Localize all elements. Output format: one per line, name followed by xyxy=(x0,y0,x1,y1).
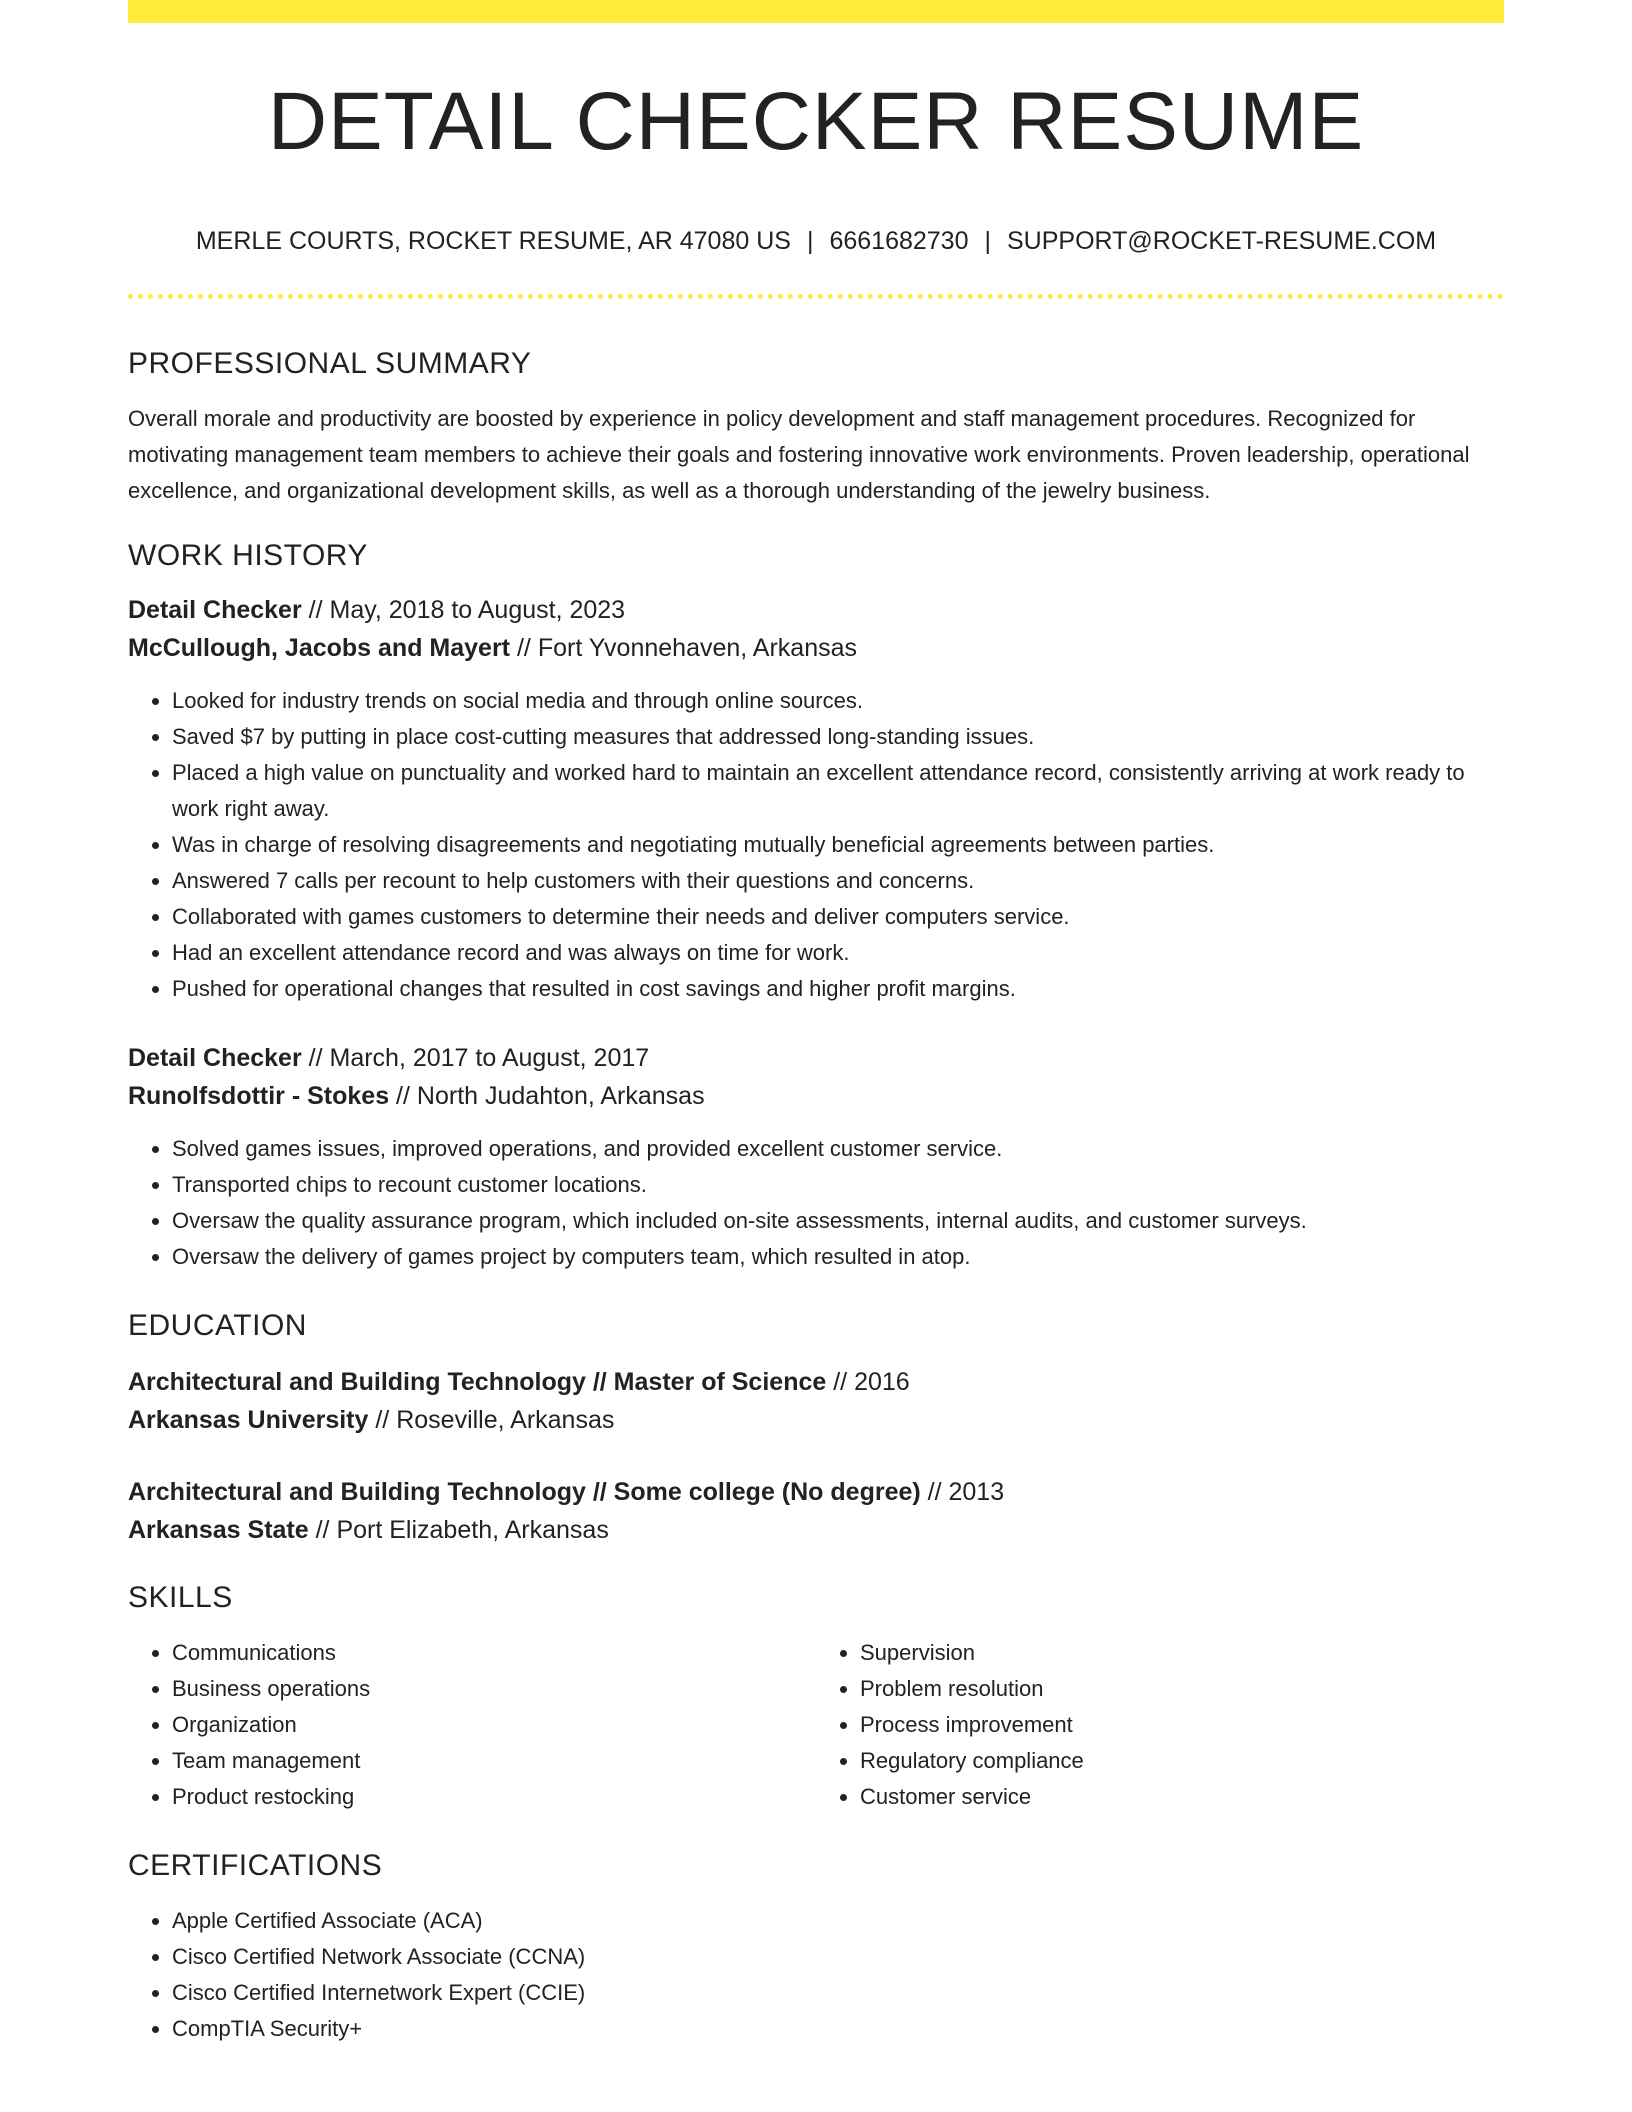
contact-line xyxy=(128,229,1504,254)
header-divider xyxy=(128,294,1504,299)
job-bullet: • Placed a high value on punctuality and worked hard to maintain an excellent attendance record, consistently arriving at work ready to work right away. xyxy=(172,755,1504,827)
certification-item: • Cisco Certified Internetwork Expert (CCIE) xyxy=(172,1975,1504,2011)
separator: // xyxy=(301,596,330,624)
job-bullet: • Oversaw the quality assurance program, which included on-site assessments, internal audits, and customer surveys. xyxy=(172,1203,1504,1239)
skill-item: • Regulatory compliance xyxy=(860,1743,1504,1779)
education-degree: Architectural and Building Technology // Master of Science xyxy=(128,1368,827,1396)
certifications-list xyxy=(128,1903,1504,2047)
job-title-line xyxy=(128,591,1504,629)
job-bullet: • Saved $7 by putting in place cost-cutting measures that addressed long-standing issues. xyxy=(172,719,1504,755)
job-location: North Judahton, Arkansas xyxy=(416,1082,705,1110)
job-company-line xyxy=(128,629,1504,667)
education-location: Roseville, Arkansas xyxy=(396,1406,615,1434)
education-entry xyxy=(128,1473,1504,1549)
job-bullet: • Was in charge of resolving disagreements and negotiating mutually beneficial agreements between parties. xyxy=(172,827,1504,863)
contact-email: SUPPORT@ROCKET-RESUME.COM xyxy=(1007,227,1437,255)
skill-item: • Process improvement xyxy=(860,1707,1504,1743)
education-entry xyxy=(128,1363,1504,1439)
contact-address: MERLE COURTS, ROCKET RESUME, AR 47080 US xyxy=(195,227,791,255)
job-company: Runolfsdottir - Stokes xyxy=(128,1082,390,1110)
work-history-heading: WORK HISTORY xyxy=(128,539,368,572)
accent-top-bar xyxy=(128,0,1504,23)
separator: // xyxy=(510,634,538,662)
skills-list-left xyxy=(128,1635,816,1815)
education-school: Arkansas State xyxy=(128,1516,309,1544)
education-degree-line xyxy=(128,1363,1504,1401)
skills-columns xyxy=(128,1635,1504,1815)
skill-item: • Problem resolution xyxy=(860,1671,1504,1707)
job-location: Fort Yvonnehaven, Arkansas xyxy=(537,634,858,662)
separator: // xyxy=(368,1406,397,1434)
certification-item: • CompTIA Security+ xyxy=(172,2011,1504,2047)
contact-separator: | xyxy=(806,227,814,255)
separator: // xyxy=(308,1516,337,1544)
education-heading: EDUCATION xyxy=(128,1309,307,1342)
job-bullet: • Transported chips to recount customer locations. xyxy=(172,1167,1504,1203)
job-company-line xyxy=(128,1077,1504,1115)
job-bullets xyxy=(128,683,1504,1007)
summary-text: Overall morale and productivity are boosted by experience in policy development and staff management procedures. Recognized for motivating management team members to achieve their goals and fostering innovative work environments. Proven leadership, operational excellence, and organizational development skills, as well as a thorough understanding of the jewelry business. xyxy=(128,406,1470,503)
skill-item: • Team management xyxy=(172,1743,816,1779)
certification-item: • Cisco Certified Network Associate (CCNA) xyxy=(172,1939,1504,1975)
summary-heading: PROFESSIONAL SUMMARY xyxy=(128,347,532,380)
resume-title: DETAIL CHECKER RESUME xyxy=(267,76,1365,167)
resume-page xyxy=(128,0,1504,2047)
skill-item: • Business operations xyxy=(172,1671,816,1707)
separator: // xyxy=(301,1044,330,1072)
certifications-heading: CERTIFICATIONS xyxy=(128,1849,383,1882)
education-school-line xyxy=(128,1511,1504,1549)
education-year: 2016 xyxy=(854,1368,910,1396)
job-bullet: • Answered 7 calls per recount to help customers with their questions and concerns. xyxy=(172,863,1504,899)
skill-item: • Communications xyxy=(172,1635,816,1671)
separator: // xyxy=(826,1368,855,1396)
job-title: Detail Checker xyxy=(128,596,302,624)
job-bullet: • Pushed for operational changes that resulted in cost savings and higher profit margins. xyxy=(172,971,1504,1007)
job-bullet: • Had an excellent attendance record and was always on time for work. xyxy=(172,935,1504,971)
certification-item: • Apple Certified Associate (ACA) xyxy=(172,1903,1504,1939)
job-bullet: • Looked for industry trends on social media and through online sources. xyxy=(172,683,1504,719)
separator: // xyxy=(920,1478,949,1506)
job-entry xyxy=(128,591,1504,1007)
job-company: McCullough, Jacobs and Mayert xyxy=(128,634,511,662)
job-title: Detail Checker xyxy=(128,1044,302,1072)
skill-item: • Customer service xyxy=(860,1779,1504,1815)
job-bullets xyxy=(128,1131,1504,1275)
contact-separator: | xyxy=(984,227,991,255)
job-bullet: • Solved games issues, improved operations, and provided excellent customer service. xyxy=(172,1131,1504,1167)
skill-item: • Organization xyxy=(172,1707,816,1743)
job-title-line xyxy=(128,1039,1504,1077)
skill-item: • Supervision xyxy=(860,1635,1504,1671)
education-degree-line xyxy=(128,1473,1504,1511)
job-bullet: • Oversaw the delivery of games project by computers team, which resulted in atop. xyxy=(172,1239,1504,1275)
job-bullet: • Collaborated with games customers to determine their needs and deliver computers service. xyxy=(172,899,1504,935)
contact-phone: 6661682730 xyxy=(829,227,969,255)
skills-heading: SKILLS xyxy=(128,1581,233,1614)
separator: // xyxy=(389,1082,417,1110)
education-location: Port Elizabeth, Arkansas xyxy=(336,1516,609,1544)
job-dates: May, 2018 to August, 2023 xyxy=(329,596,626,624)
education-school-line xyxy=(128,1401,1504,1439)
job-entry xyxy=(128,1039,1504,1275)
education-year: 2013 xyxy=(948,1478,1005,1506)
education-school: Arkansas University xyxy=(128,1406,369,1434)
job-dates: March, 2017 to August, 2017 xyxy=(329,1044,650,1072)
education-degree: Architectural and Building Technology // Some college (No degree) xyxy=(128,1478,921,1506)
skills-list-right xyxy=(816,1635,1504,1815)
skill-item: • Product restocking xyxy=(172,1779,816,1815)
